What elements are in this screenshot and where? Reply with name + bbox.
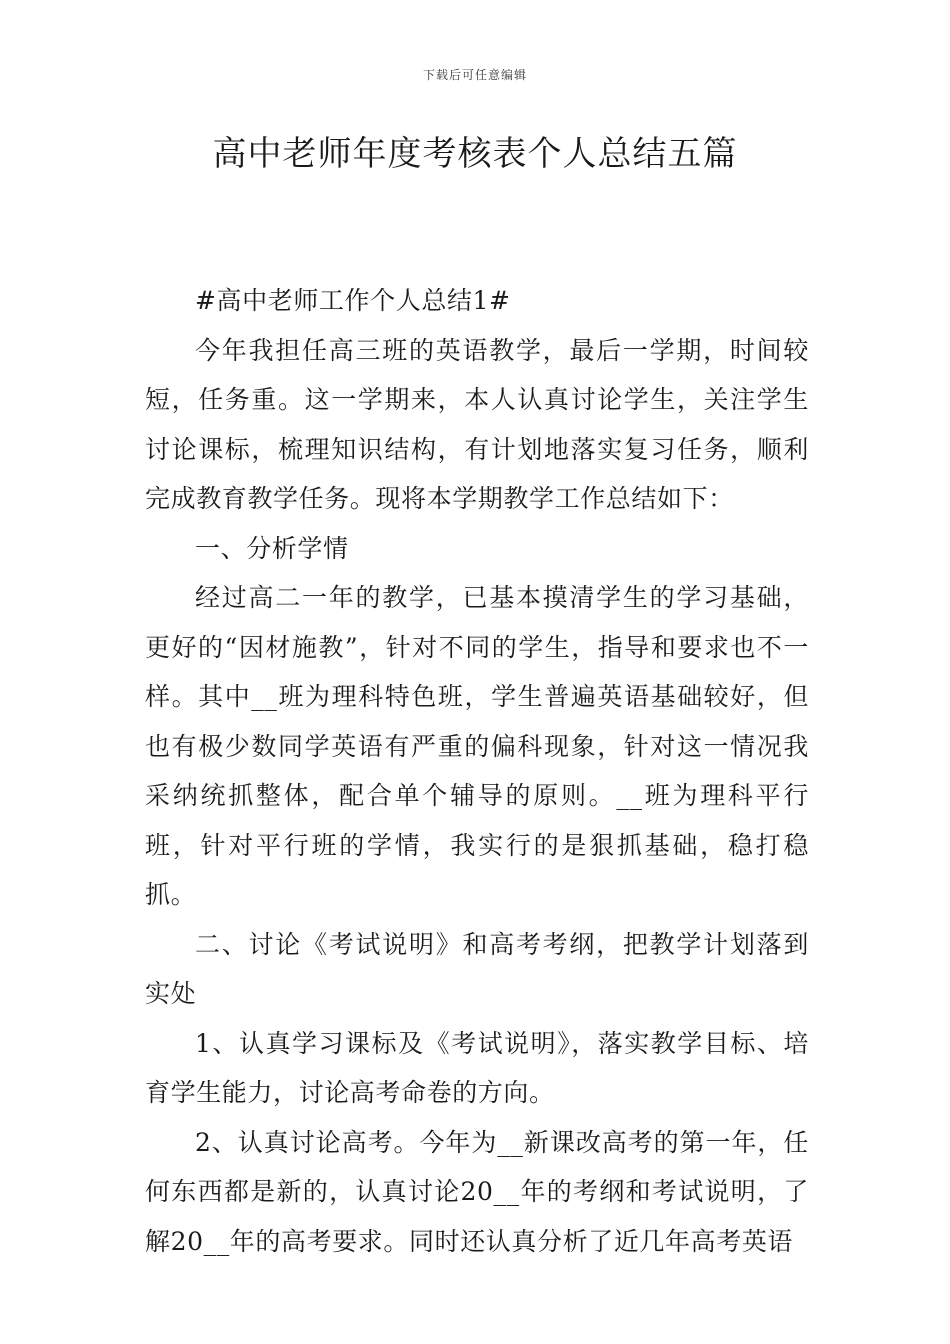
subheading: 一、分析学情	[195, 533, 349, 563]
section-heading: #高中老师工作个人总结1#	[195, 286, 511, 315]
document-title: 高中老师年度考核表个人总结五篇	[212, 134, 738, 174]
paragraph: 今年我担任高三班的英语教学，最后一学期，时间较短，任务重。这一学期来，本人认真讨论学生，关注学生讨论课标，梳理知识结构，有计划地落实复习任务，顺利完成教育教学任务。现将本学期教学工作总结如下：	[145, 335, 809, 513]
document-body	[145, 276, 809, 1266]
header-note: 下载后可任意编辑	[422, 68, 527, 82]
paragraph: 2、认真讨论高考。今年为__新课改高考的第一年，任何东西都是新的，认真讨论20__年的考纲和考试说明，了解20__年的高考要求。同时还认真分析了近几年高考英语	[145, 1127, 809, 1256]
subheading: 二、讨论《考试说明》和高考考纲，把教学计划落到实处	[145, 929, 809, 1008]
paragraph: 经过高二一年的教学，已基本摸清学生的学习基础，更好的“因材施教”，针对不同的学生，指导和要求也不一样。其中__班为理科特色班，学生普遍英语基础较好，但也有极少数同学英语有严重的偏科现象，针对这一情况我采纳统抓整体，配合单个辅导的原则。__班为理科平行班，针对平行班的学情，我实行的是狠抓基础，稳打稳抓。	[145, 583, 809, 909]
paragraph: 1、认真学习课标及《考试说明》，落实教学目标、培育学生能力，讨论高考命卷的方向。	[145, 1028, 809, 1107]
